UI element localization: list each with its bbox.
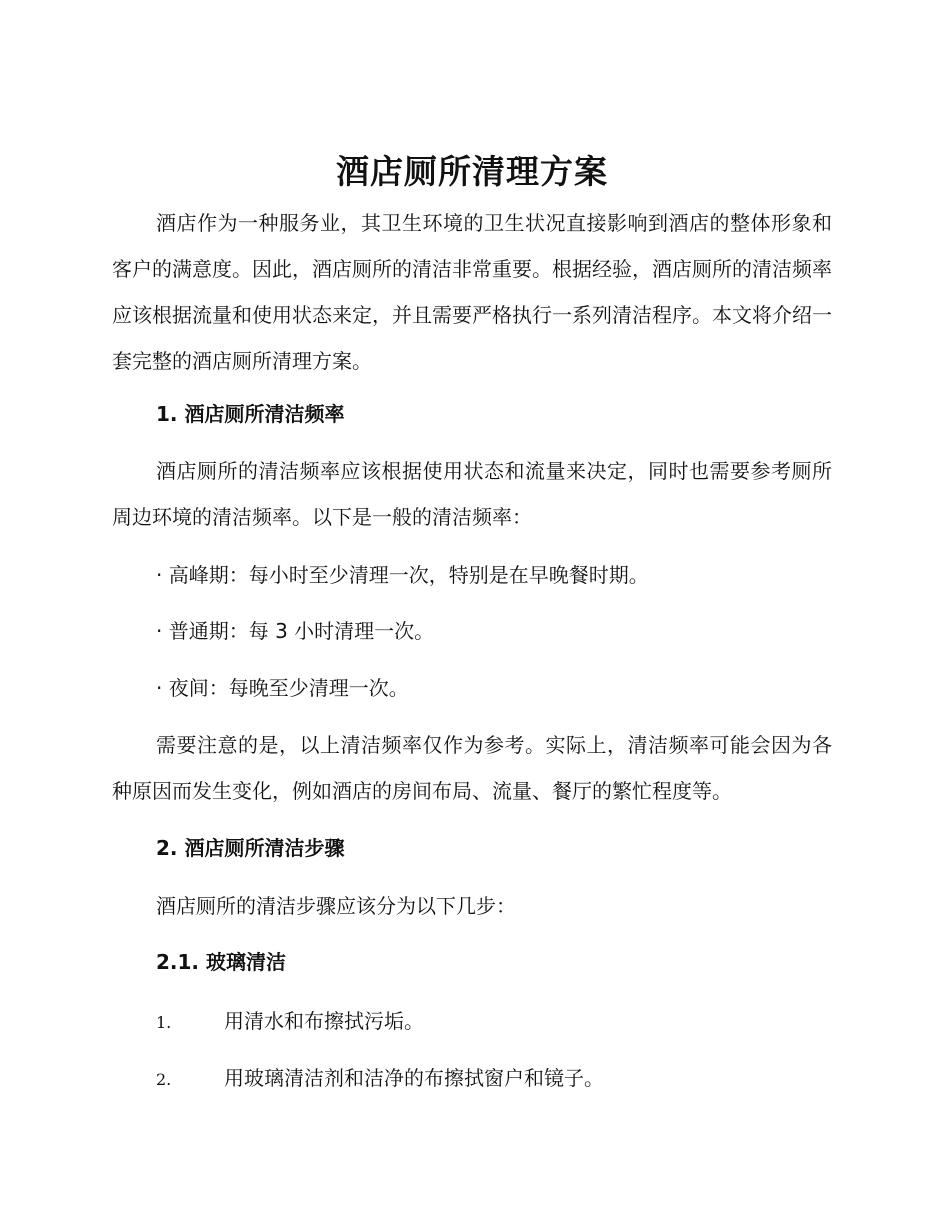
list-item-text: 用玻璃清洁剂和洁净的布擦拭窗户和镜子。 — [224, 1066, 604, 1090]
document-title: 酒店厕所清理方案 — [336, 152, 608, 191]
bullet-normal: · 普通期：每 3 小时清理一次。 — [156, 619, 435, 643]
list-item-number: 1. — [156, 1013, 172, 1032]
list-item-text: 用清水和布擦拭污垢。 — [224, 1009, 424, 1033]
section-2-1-heading: 2.1. 玻璃清洁 — [156, 950, 286, 974]
section-1-heading: 1. 酒店厕所清洁频率 — [156, 402, 345, 426]
list-item — [156, 1006, 832, 1038]
list-item — [156, 1063, 832, 1095]
bullet-peak: · 高峰期：每小时至少清理一次，特别是在早晚餐时期。 — [156, 563, 649, 587]
bullet-night: · 夜间：每晚至少清理一次。 — [156, 676, 409, 700]
section-2-heading: 2. 酒店厕所清洁步骤 — [156, 836, 345, 860]
section-1-note: 需要注意的是，以上清洁频率仅作为参考。实际上，清洁频率可能会因为各种原因而发生变化，例如酒店的房间布局、流量、餐厅的繁忙程度等。 — [112, 733, 832, 803]
section-1-paragraph: 酒店厕所的清洁频率应该根据使用状态和流量来决定，同时也需要参考厕所周边环境的清洁频率。以下是一般的清洁频率： — [112, 459, 832, 529]
section-2-paragraph: 酒店厕所的清洁步骤应该分为以下几步： — [156, 894, 516, 918]
intro-paragraph: 酒店作为一种服务业，其卫生环境的卫生状况直接影响到酒店的整体形象和客户的满意度。因此，酒店厕所的清洁非常重要。根据经验，酒店厕所的清洁频率应该根据流量和使用状态来定，并且需要严格执行一系列清洁程序。本文将介绍一套完整的酒店厕所清理方案。 — [112, 211, 832, 373]
list-item-number: 2. — [156, 1070, 172, 1089]
